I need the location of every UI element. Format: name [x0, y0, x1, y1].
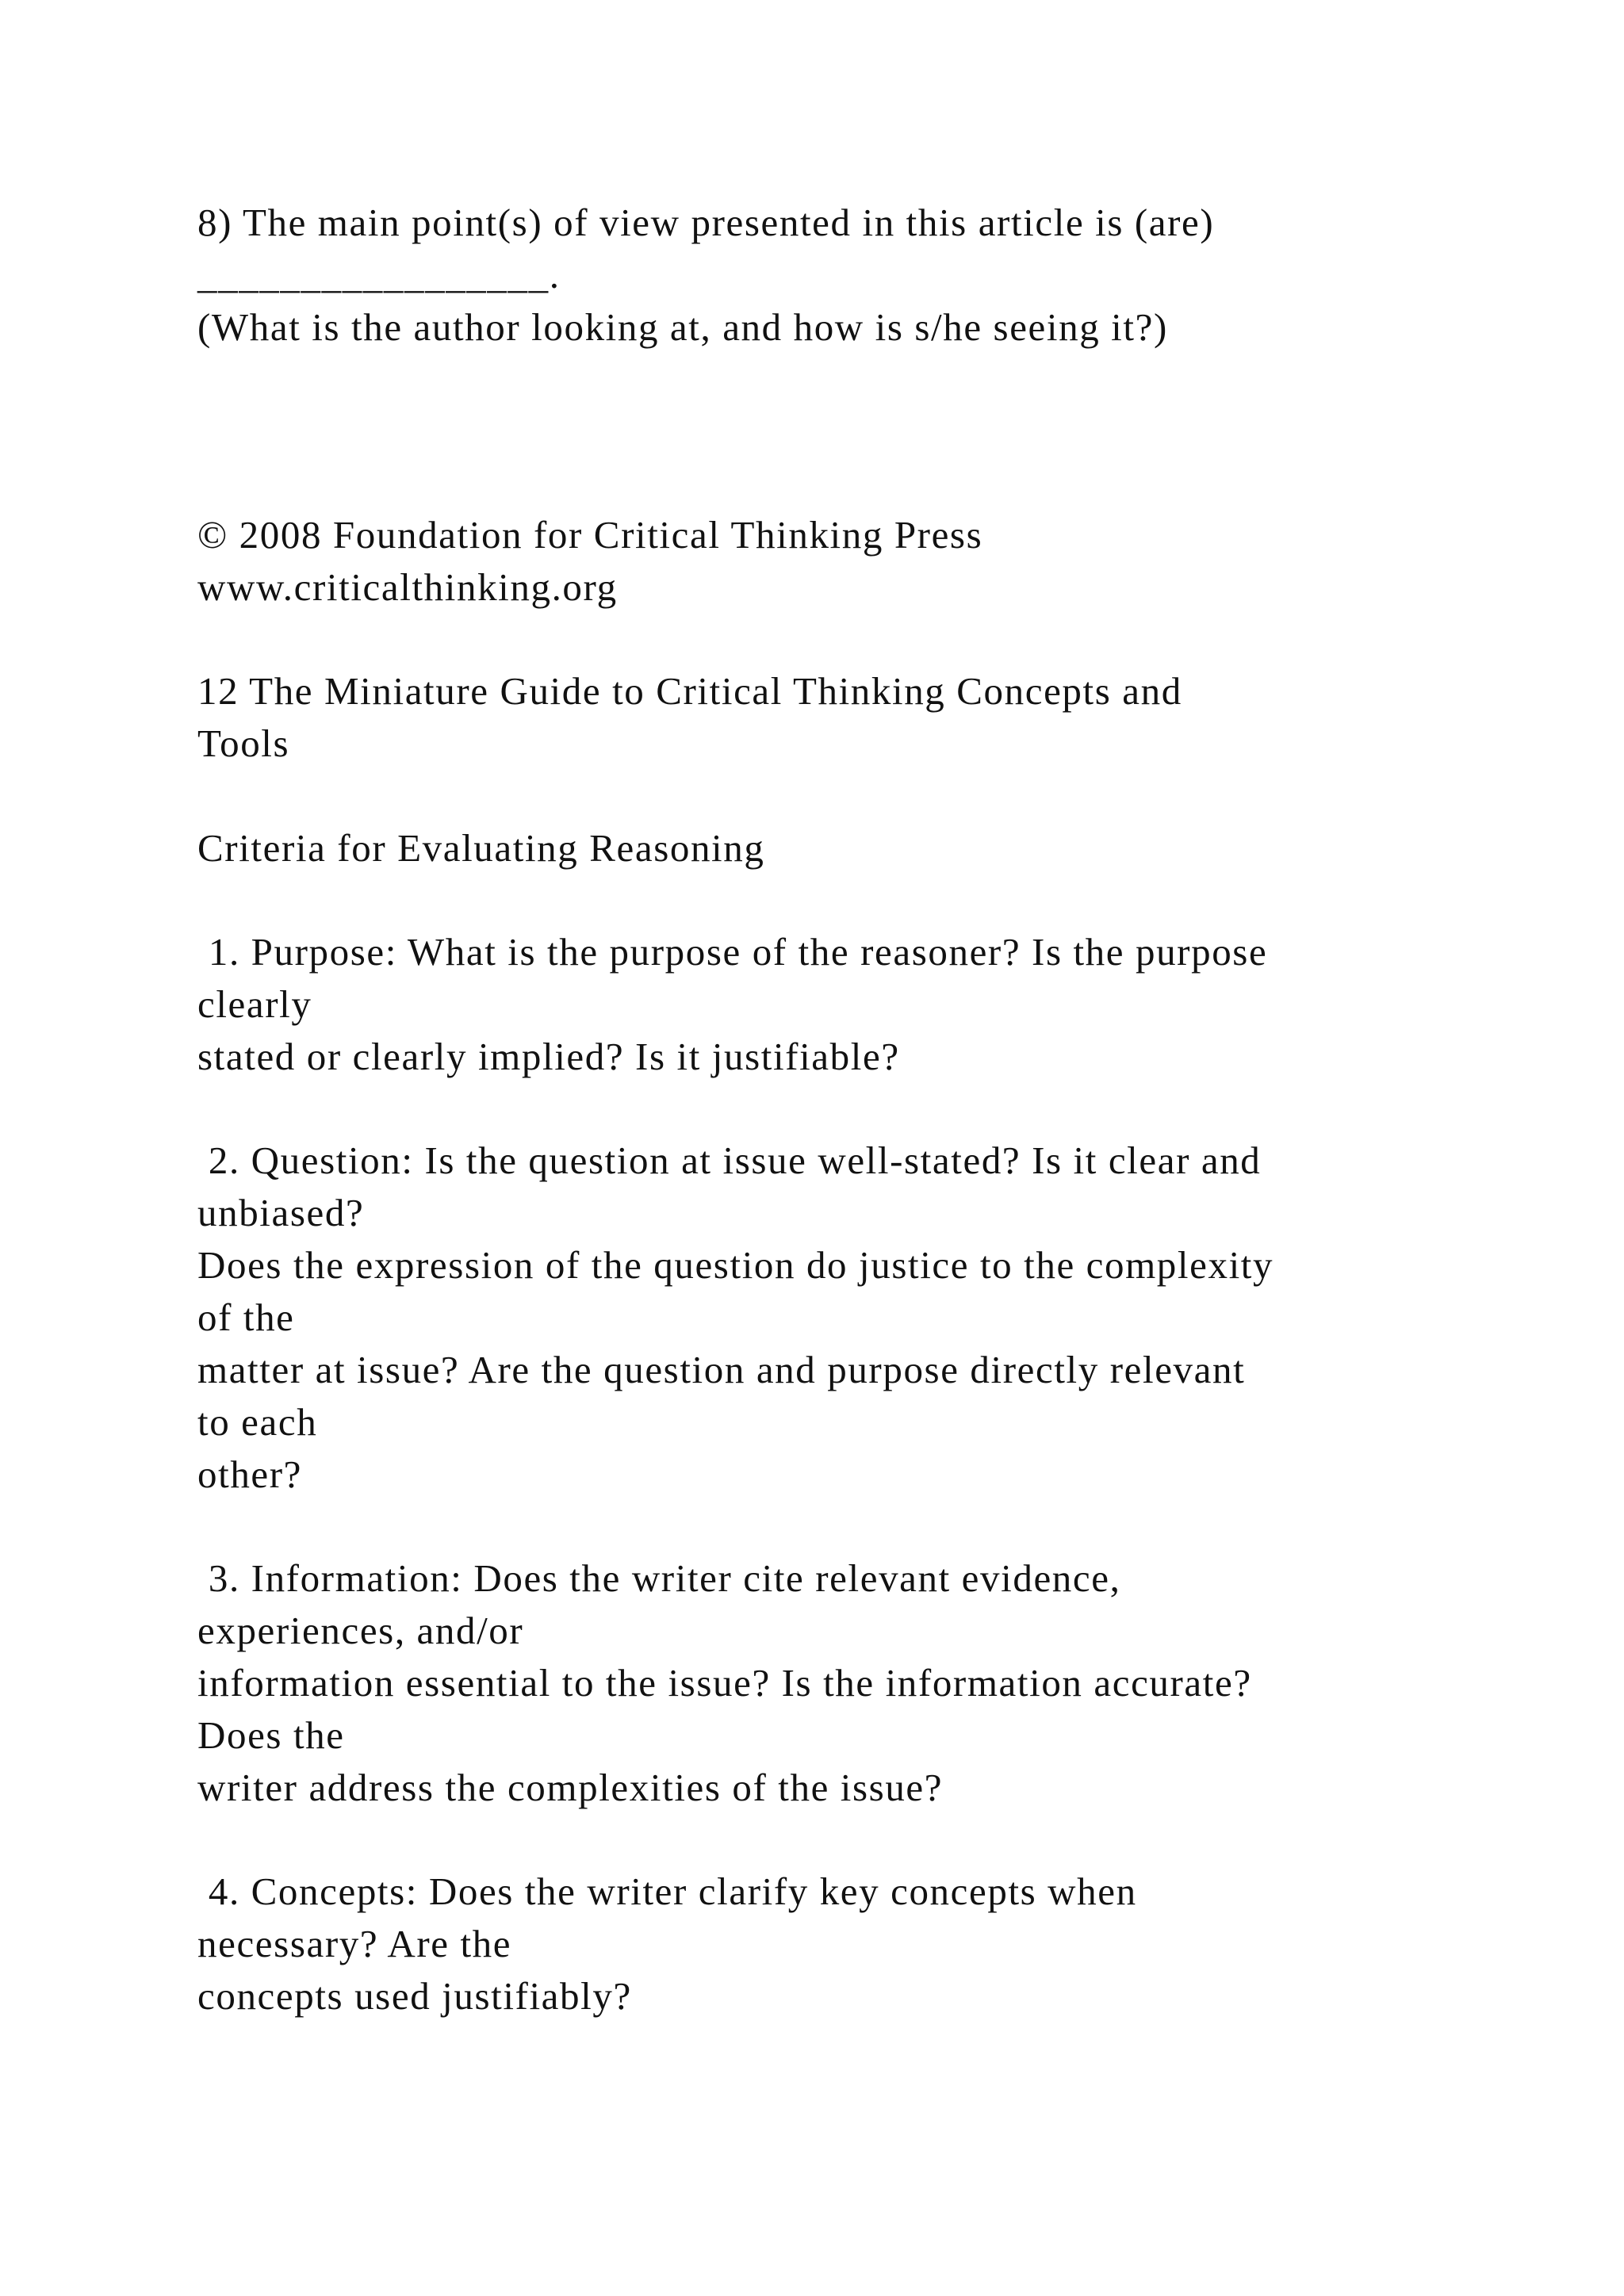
question-8-line-1: 8) The main point(s) of view presented in this article is (are)	[197, 201, 1215, 244]
criterion-concepts-line-1: 4. Concepts: Does the writer clarify key concepts when	[197, 1869, 1137, 1913]
criterion-purpose-line-1: 1. Purpose: What is the purpose of the reasoner? Is the purpose	[197, 930, 1268, 974]
criterion-concepts-line-3: concepts used justifiably?	[197, 1974, 632, 2018]
criterion-question-line-6: to each	[197, 1400, 318, 1444]
criterion-information-line-4: Does the	[197, 1713, 345, 1757]
answer-blank: _________________.	[197, 253, 561, 297]
criterion-question-line-3: Does the expression of the question do justice to the complexity	[197, 1243, 1274, 1287]
criterion-question-line-5: matter at issue? Are the question and purpose directly relevant	[197, 1348, 1246, 1391]
criterion-question-line-2: unbiased?	[197, 1191, 365, 1234]
criterion-question-line-1: 2. Question: Is the question at issue well-stated? Is it clear and	[197, 1138, 1262, 1182]
criterion-concepts-line-2: necessary? Are the	[197, 1922, 512, 1965]
criterion-information-line-1: 3. Information: Does the writer cite relevant evidence,	[197, 1556, 1121, 1600]
criterion-purpose-line-2: clearly	[197, 982, 312, 1026]
copyright-notice: © 2008 Foundation for Critical Thinking Press	[197, 513, 983, 557]
section-heading: Criteria for Evaluating Reasoning	[197, 826, 765, 870]
criterion-information-line-5: writer address the complexities of the issue?	[197, 1766, 944, 1809]
criterion-information-line-2: experiences, and/or	[197, 1609, 524, 1652]
question-8-prompt: (What is the author looking at, and how is s/he seeing it?)	[197, 305, 1168, 349]
website-url: www.criticalthinking.org	[197, 565, 618, 609]
criterion-question-line-4: of the	[197, 1295, 295, 1339]
criterion-purpose-line-3: stated or clearly implied? Is it justifiable?	[197, 1035, 900, 1078]
criterion-question-line-7: other?	[197, 1452, 303, 1496]
running-header-line-1: 12 The Miniature Guide to Critical Thinking Concepts and	[197, 669, 1182, 713]
running-header-line-2: Tools	[197, 721, 290, 765]
criterion-information-line-3: information essential to the issue? Is the information accurate?	[197, 1661, 1252, 1705]
